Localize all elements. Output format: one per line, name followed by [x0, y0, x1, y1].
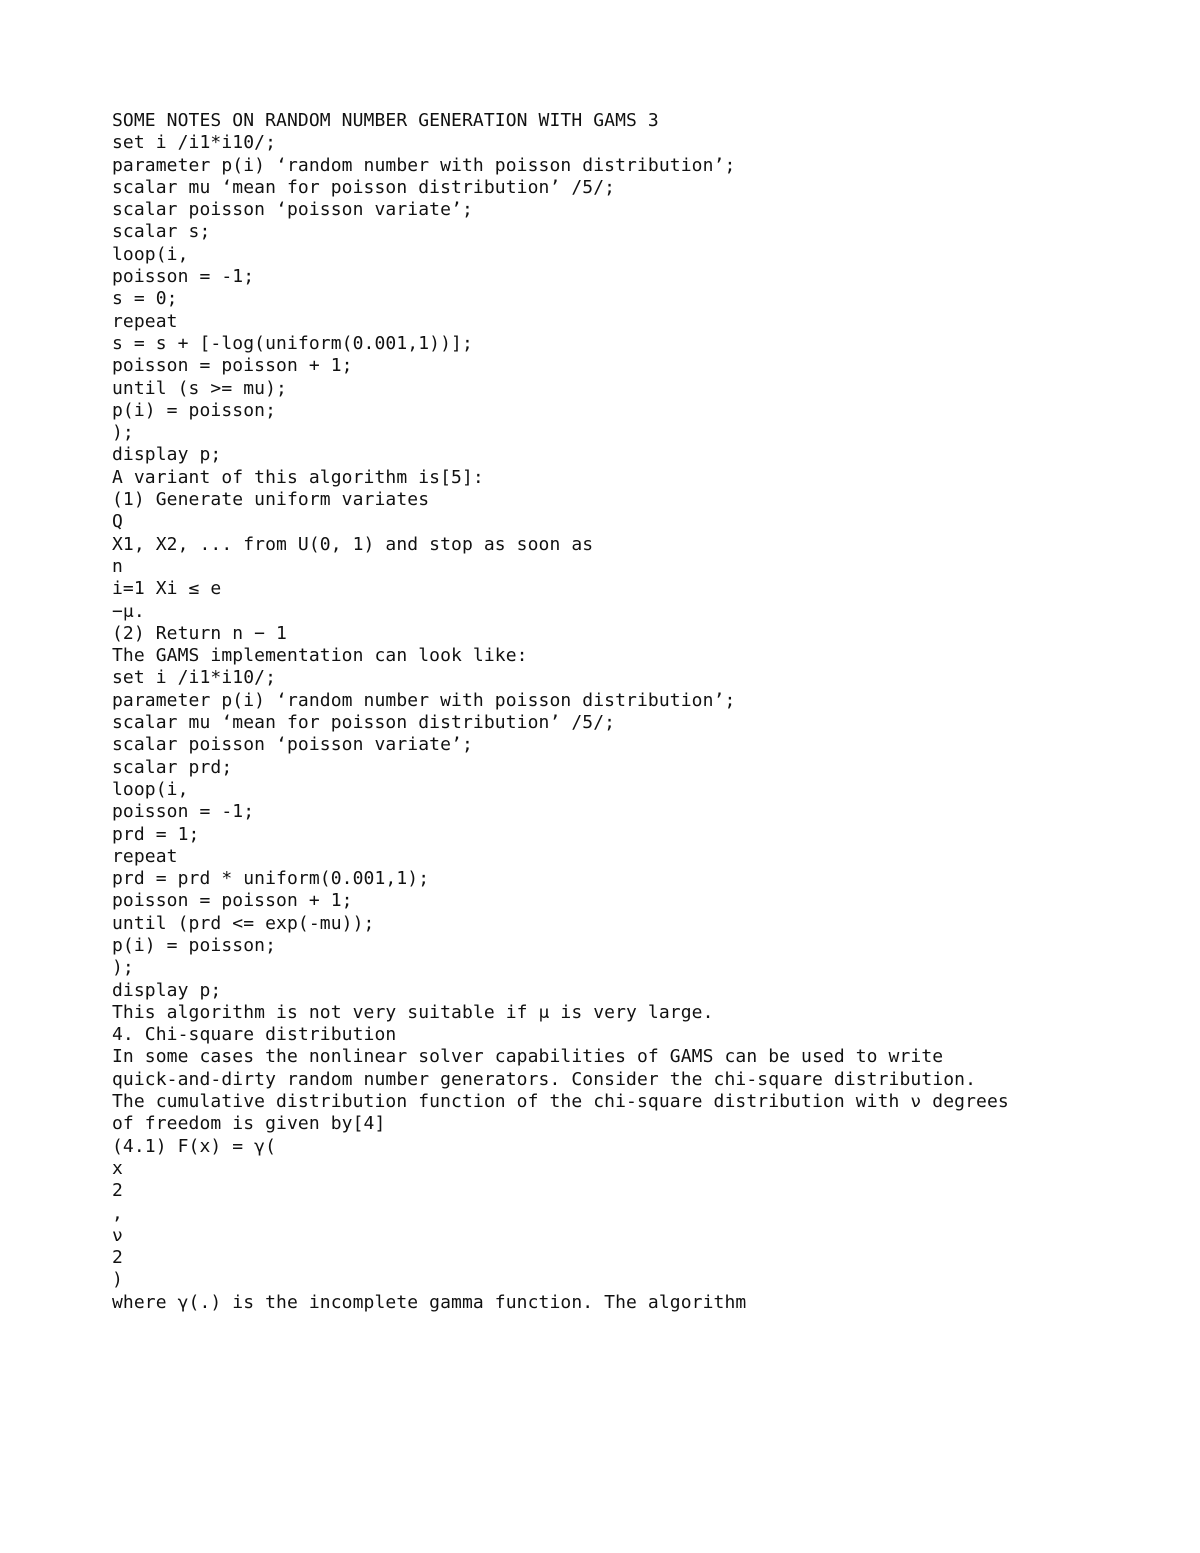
code-line: scalar poisson ‘poisson variate’;: [112, 734, 473, 756]
code-line: set i /i1*i10/;: [112, 132, 277, 154]
section-heading: 4. Chi-square distribution: [112, 1024, 397, 1046]
code-line: scalar mu ‘mean for poisson distribution’ /5/;: [112, 712, 616, 734]
code-line: set i /i1*i10/;: [112, 667, 277, 689]
code-line: poisson = poisson + 1;: [112, 890, 353, 912]
code-line: );: [112, 957, 134, 979]
formula-fragment: ): [112, 1269, 123, 1291]
code-line: poisson = -1;: [112, 801, 255, 823]
equation-line: (4.1) F(x) = γ(: [112, 1135, 277, 1157]
code-line: parameter p(i) ‘random number with poisson distribution’;: [112, 689, 736, 711]
code-line: s = 0;: [112, 288, 178, 310]
body-text-line: The GAMS implementation can look like:: [112, 645, 528, 667]
code-line: scalar s;: [112, 221, 211, 243]
code-line: prd = 1;: [112, 823, 200, 845]
code-line: prd = prd * uniform(0.001,1);: [112, 868, 430, 890]
code-line: display p;: [112, 979, 222, 1001]
body-text-line: quick-and-dirty random number generators. Consider the chi-square distribution.: [112, 1068, 977, 1090]
code-line: loop(i,: [112, 778, 189, 800]
code-line: scalar poisson ‘poisson variate’;: [112, 199, 473, 221]
body-text-line: In some cases the nonlinear solver capabilities of GAMS can be used to write: [112, 1046, 944, 1068]
code-line: repeat: [112, 845, 178, 867]
body-text-line: X1, X2, ... from U(0, 1) and stop as soon as: [112, 533, 594, 555]
code-line: p(i) = poisson;: [112, 934, 277, 956]
code-line: parameter p(i) ‘random number with poisson distribution’;: [112, 154, 736, 176]
code-line: loop(i,: [112, 243, 189, 265]
body-text-line: The cumulative distribution function of the chi-square distribution with ν degrees: [112, 1091, 1009, 1113]
formula-fragment: ,: [112, 1202, 123, 1224]
body-text-line: (2) Return n − 1: [112, 622, 287, 644]
body-text-line: of freedom is given by[4]: [112, 1113, 386, 1135]
formula-fragment: i=1 Xi ≤ e: [112, 578, 222, 600]
code-line: scalar prd;: [112, 756, 233, 778]
formula-fragment: −μ.: [112, 600, 145, 622]
code-line: poisson = poisson + 1;: [112, 355, 353, 377]
code-line: p(i) = poisson;: [112, 399, 277, 421]
body-text-line: A variant of this algorithm is[5]:: [112, 466, 484, 488]
formula-fragment: 2: [112, 1180, 123, 1202]
formula-fragment: 2: [112, 1247, 123, 1269]
formula-fragment: x: [112, 1157, 123, 1179]
code-line: );: [112, 422, 134, 444]
formula-fragment: ν: [112, 1224, 123, 1246]
code-line: until (prd <= exp(-mu));: [112, 912, 375, 934]
code-line: repeat: [112, 310, 178, 332]
document-text: [112, 110, 1009, 1314]
code-line: s = s + [-log(uniform(0.001,1))];: [112, 332, 473, 354]
code-line: scalar mu ‘mean for poisson distribution’ /5/;: [112, 176, 616, 198]
formula-fragment: Q: [112, 511, 123, 533]
formula-fragment: n: [112, 555, 123, 577]
body-text-line: where γ(.) is the incomplete gamma function. The algorithm: [112, 1291, 747, 1313]
body-text-line: This algorithm is not very suitable if μ is very large.: [112, 1001, 714, 1023]
code-line: poisson = -1;: [112, 266, 255, 288]
code-line: until (s >= mu);: [112, 377, 287, 399]
code-line: display p;: [112, 444, 222, 466]
body-text-line: (1) Generate uniform variates: [112, 489, 430, 511]
page-title: SOME NOTES ON RANDOM NUMBER GENERATION WITH GAMS 3: [112, 110, 659, 131]
